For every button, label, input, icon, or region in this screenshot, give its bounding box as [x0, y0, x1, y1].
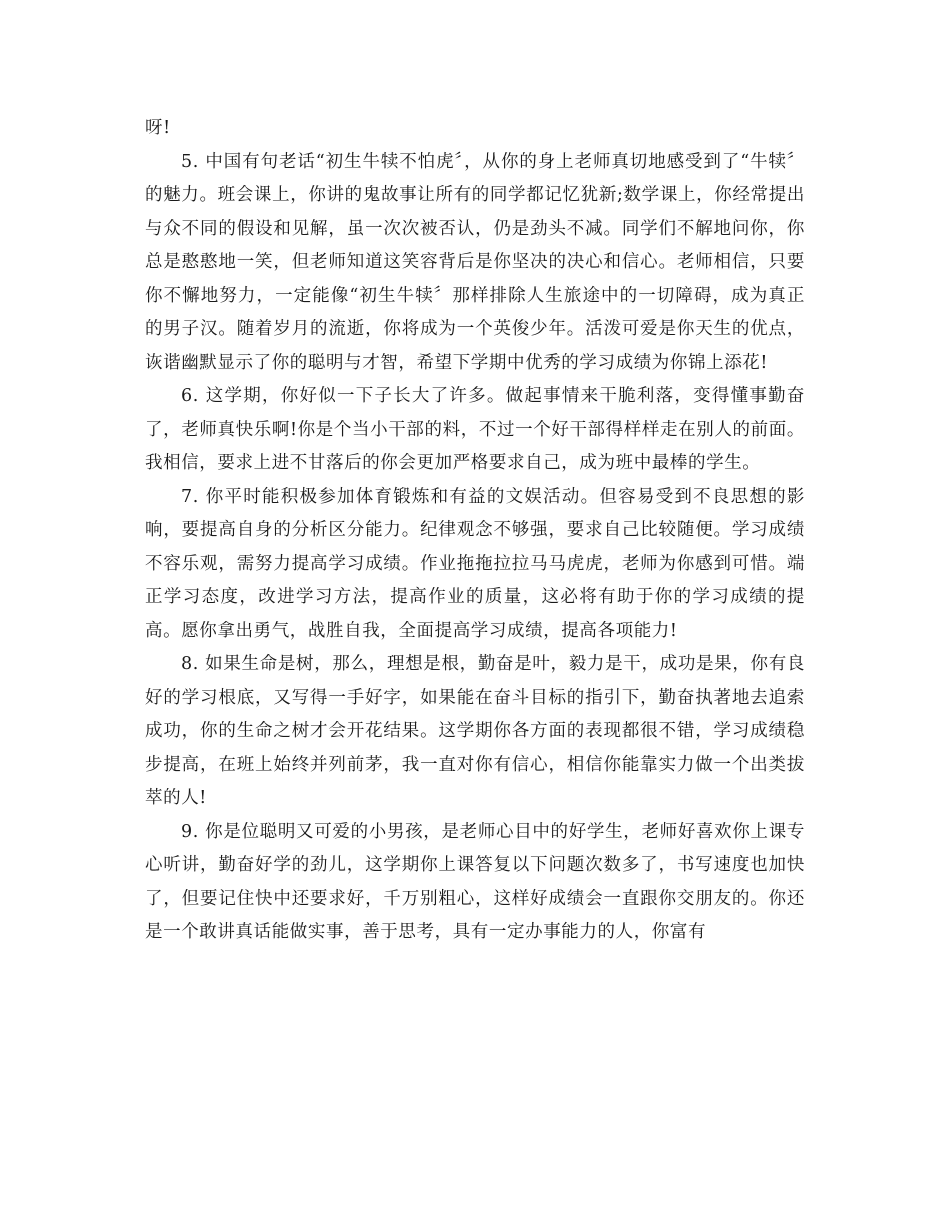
paragraph-6: 6. 这学期，你好似一下子长大了许多。做起事情来干脆利落，变得懂事勤奋了，老师真快乐啊!你是个当小干部的料，不过一个好干部得样样走在别人的前面。我相信，要求上进不甘落后的你会更加严格要求自己，成为班中最棒的学生。	[145, 386, 805, 473]
paragraph-9: 9. 你是位聪明又可爱的小男孩，是老师心目中的好学生，老师好喜欢你上课专心听讲，勤奋好学的劲儿，这学期你上课答复以下问题次数多了，书写速度也加快了，但要记住快中还要求好，千万别粗心，这样好成绩会一直跟你交朋友的。你还是一个敢讲真话能做实事，善于思考，具有一定办事能力的人，你富有	[145, 821, 805, 942]
paragraph-5: 5. 中国有句老话“初生牛犊不怕虎〞，从你的身上老师真切地感受到了“牛犊〞的魅力。班会课上，你讲的鬼故事让所有的同学都记忆犹新;数学课上，你经常提出与众不同的假设和见解，虽一次次被否认，仍是劲头不减。同学们不解地问你，你总是憨憨地一笑，但老师知道这笑容背后是你坚决的决心和信心。老师相信，只要你不懈地努力，一定能像“初生牛犊〞那样排除人生旅途中的一切障碍，成为真正的男子汉。随着岁月的流逝，你将成为一个英俊少年。活泼可爱是你天生的优点，诙谐幽默显示了你的聪明与才智，希望下学期中优秀的学习成绩为你锦上添花!	[145, 151, 805, 373]
paragraph-7: 7. 你平时能积极参加体育锻炼和有益的文娱活动。但容易受到不良思想的影响，要提高自身的分析区分能力。纪律观念不够强，要求自己比较随便。学习成绩不容乐观，需努力提高学习成绩。作业拖拖拉拉马马虎虎，老师为你感到可惜。端正学习态度，改进学习方法，提高作业的质量，这必将有助于你的学习成绩的提高。愿你拿出勇气，战胜自我，全面提高学习成绩，提高各项能力!	[145, 486, 805, 641]
paragraph-8: 8. 如果生命是树，那么，理想是根，勤奋是叶，毅力是干，成功是果，你有良好的学习根底，又写得一手好字，如果能在奋斗目标的指引下，勤奋执著地去追索成功，你的生命之树才会开花结果。这学期你各方面的表现都很不错，学习成绩稳步提高，在班上始终并列前茅，我一直对你有信心，相信你能靠实力做一个出类拔萃的人!	[145, 654, 805, 808]
paragraph-continuation: 呀!	[145, 118, 171, 138]
document-page	[145, 112, 805, 950]
